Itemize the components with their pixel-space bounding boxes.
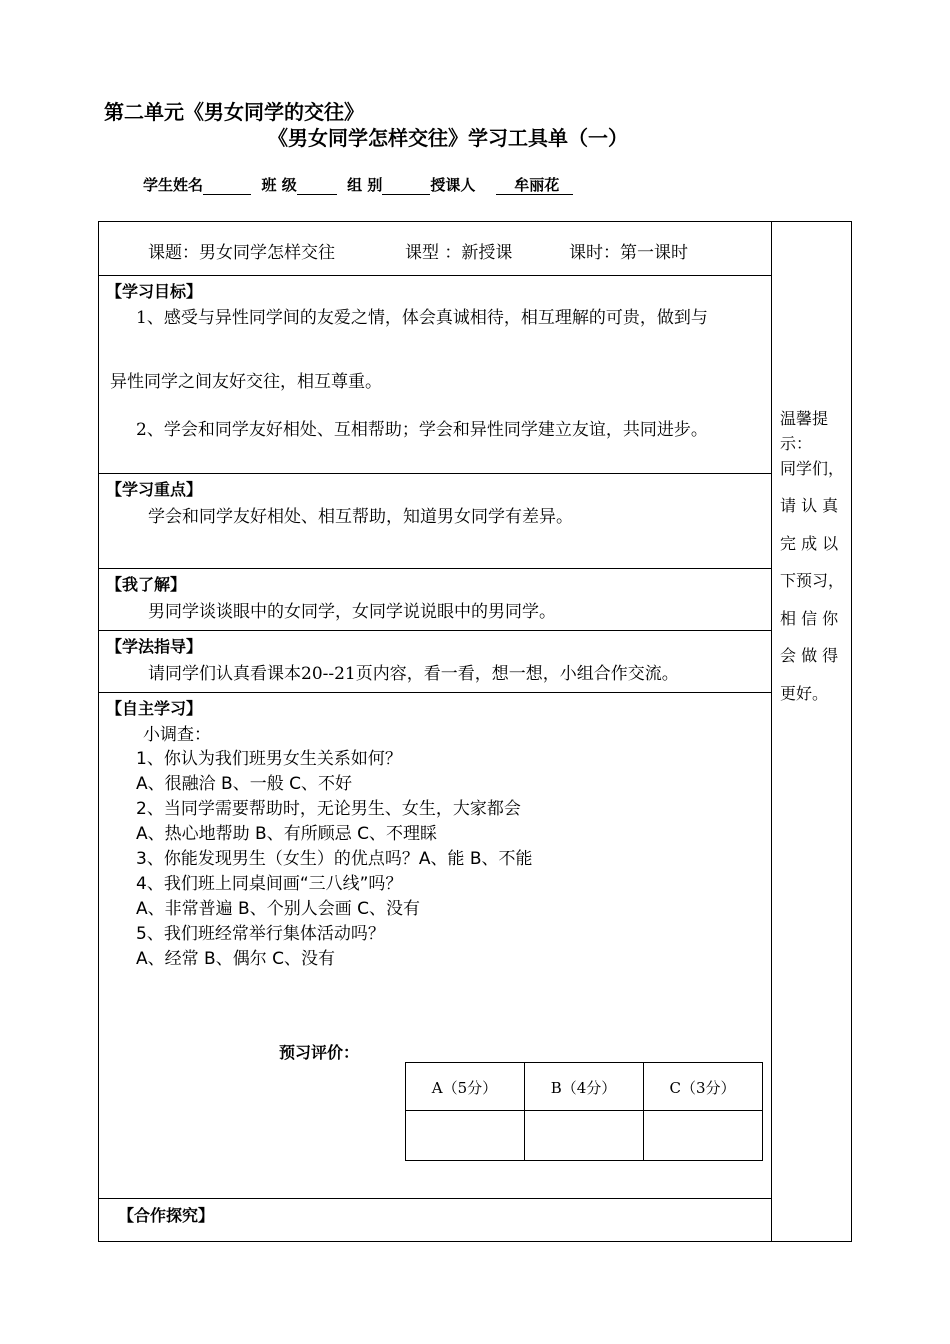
- sheet-title: 《男女同学怎样交往》学习工具单（一）: [268, 126, 628, 150]
- cooperate-heading: 【合作探究】: [118, 1206, 215, 1225]
- sidebar-tip-line: 下预习，: [780, 571, 845, 590]
- student-info-line: [143, 174, 573, 195]
- key-points-heading: 【学习重点】: [106, 480, 203, 499]
- table-divider: [771, 221, 772, 1242]
- unit-title: 第二单元《男女同学的交往》: [104, 100, 364, 124]
- survey-line: 3、你能发现男生（女生）的优点吗？A、能 B、不能: [136, 849, 533, 869]
- student-name-label: 学生姓名: [143, 176, 204, 194]
- table-left-border: [98, 221, 99, 1242]
- survey-line: A、很融洽 B、一般 C、不好: [136, 774, 352, 794]
- objective-line: 异性同学之间友好交往，相互尊重。: [110, 372, 382, 392]
- survey-line: 1、你认为我们班男女生关系如何？: [136, 749, 402, 769]
- eval-cell-c[interactable]: [644, 1111, 762, 1160]
- eval-header-c: C（3分）: [669, 1079, 736, 1097]
- objectives-heading: 【学习目标】: [106, 282, 203, 301]
- sidebar-tip-line: 相 信 你: [780, 609, 839, 628]
- sidebar-tip-line: 会 做 得: [780, 646, 839, 665]
- eval-header-a: A（5分）: [431, 1079, 498, 1097]
- survey-line: 2、当同学需要帮助时，无论男生、女生，大家都会: [136, 799, 521, 819]
- group-label: 组 别: [347, 176, 383, 194]
- understand-text: 男同学谈谈眼中的女同学，女同学说说眼中的男同学。: [148, 602, 556, 622]
- understand-heading: 【我了解】: [106, 575, 187, 594]
- teacher-label: 授课人: [430, 176, 476, 194]
- survey-line: 5、我们班经常举行集体活动吗？: [136, 924, 385, 944]
- method-heading: 【学法指导】: [106, 637, 203, 656]
- sidebar-tip-line: 示：: [780, 434, 813, 453]
- row-separator: [98, 275, 772, 276]
- group-blank[interactable]: [382, 178, 430, 195]
- course-period: 课时：第一课时: [569, 243, 688, 263]
- sidebar-tip-line: 同学们，: [780, 459, 845, 478]
- table-top-border: [98, 221, 852, 222]
- objective-line: 1、感受与异性同学间的友爱之情，体会真诚相待，相互理解的可贵，做到与: [136, 308, 708, 328]
- survey-line: A、非常普遍 B、个别人会画 C、没有: [136, 899, 420, 919]
- sidebar-tip-line: 更好。: [780, 684, 829, 703]
- sidebar-tip-line: 完 成 以: [780, 534, 839, 553]
- survey-line: A、经常 B、偶尔 C、没有: [136, 949, 335, 969]
- row-separator: [98, 692, 772, 693]
- method-text: 请同学们认真看课本20--21页内容，看一看，想一想，小组合作交流。: [148, 664, 679, 684]
- eval-header-b: B（4分）: [550, 1079, 617, 1097]
- survey-line: 4、我们班上同桌间画“三八线”吗？: [136, 874, 403, 894]
- teacher-name: 牟丽花: [496, 176, 573, 195]
- table-right-border: [851, 221, 852, 1242]
- sidebar-tip-line: 请 认 真: [780, 496, 839, 515]
- table-bottom-border: [98, 1241, 852, 1242]
- row-separator: [98, 630, 772, 631]
- sidebar-tip-line: 温馨提: [780, 409, 829, 428]
- eval-cell-b[interactable]: [525, 1111, 643, 1160]
- row-separator: [98, 1198, 772, 1199]
- eval-cell-a[interactable]: [406, 1111, 524, 1160]
- self-study-heading: 【自主学习】: [106, 699, 203, 718]
- class-label: 班 级: [261, 176, 297, 194]
- key-points-text: 学会和同学友好相处、相互帮助，知道男女同学有差异。: [148, 507, 573, 527]
- row-separator: [98, 568, 772, 569]
- eval-label: 预习评价：: [279, 1043, 360, 1062]
- student-name-blank[interactable]: [203, 178, 251, 195]
- survey-line: A、热心地帮助 B、有所顾忌 C、不理睬: [136, 824, 437, 844]
- class-blank[interactable]: [297, 178, 337, 195]
- row-separator: [98, 473, 772, 474]
- course-topic: 课题：男女同学怎样交往: [148, 243, 335, 263]
- survey-label: 小调查：: [143, 725, 211, 745]
- course-type: 课型 ：新授课: [405, 243, 513, 263]
- objective-line: 2、学会和同学友好相处、互相帮助；学会和异性同学建立友谊，共同进步。: [136, 420, 708, 440]
